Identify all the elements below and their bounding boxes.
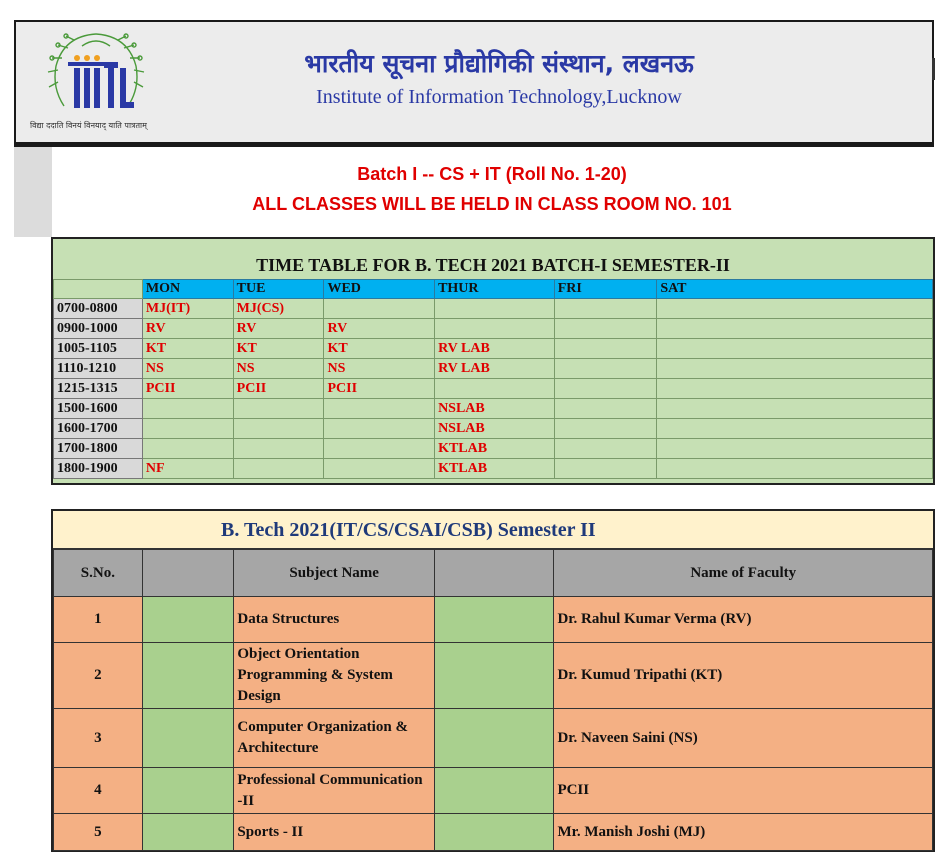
blank-cell: [142, 814, 234, 851]
timetable-cell: KT: [233, 339, 324, 359]
blank-cell: [142, 709, 234, 768]
blank-cell: [434, 643, 553, 709]
day-header-fri: FRI: [554, 280, 657, 299]
subject-name: Sports - II: [234, 814, 435, 851]
faculty-name: Dr. Rahul Kumar Verma (RV): [554, 597, 933, 643]
day-header-tue: TUE: [233, 280, 324, 299]
logo-motto: विद्या ददाति विनयं विनयाद् याति पात्रताम्: [30, 121, 147, 130]
timetable-cell: RV: [324, 319, 435, 339]
classroom-line: ALL CLASSES WILL BE HELD IN CLASS ROOM NO. 101: [252, 194, 732, 214]
timetable-cell: [657, 439, 933, 459]
timetable-cell: [554, 339, 657, 359]
timetable-row: [54, 399, 933, 419]
timetable-cell: [142, 439, 233, 459]
time-slot: 1500-1600: [54, 399, 143, 419]
timetable-cell: [233, 459, 324, 479]
timetable-cell: [554, 439, 657, 459]
timetable-cell: RV: [142, 319, 233, 339]
timetable-cell: [142, 399, 233, 419]
timetable-cell: [554, 459, 657, 479]
timetable-corner-cell: [54, 280, 143, 299]
header-sno: S.No.: [54, 550, 143, 597]
timetable-cell: [554, 419, 657, 439]
blank-cell: [434, 597, 553, 643]
timetable-row: [54, 419, 933, 439]
subject-name: Object Orientation Programming & System Design: [234, 643, 435, 709]
time-slot: 1215-1315: [54, 379, 143, 399]
header-faculty: Name of Faculty: [554, 550, 933, 597]
timetable-row: [54, 299, 933, 319]
faculty-name: PCII: [554, 768, 933, 814]
faculty-row: [54, 814, 933, 851]
faculty-row: [54, 643, 933, 709]
time-slot: 0700-0800: [54, 299, 143, 319]
timetable-cell: PCII: [233, 379, 324, 399]
time-slot: 1005-1105: [54, 339, 143, 359]
timetable-cell: [324, 439, 435, 459]
timetable-cell: [657, 299, 933, 319]
time-slot: 1800-1900: [54, 459, 143, 479]
timetable-cell: KTLAB: [435, 459, 555, 479]
timetable-cell: [657, 359, 933, 379]
timetable-row: [54, 379, 933, 399]
timetable-row: [54, 439, 933, 459]
timetable-cell: [435, 379, 555, 399]
timetable-cell: [554, 299, 657, 319]
blank-cell: [434, 709, 553, 768]
timetable-cell: MJ(IT): [142, 299, 233, 319]
timetable-cell: [657, 459, 933, 479]
timetable-cell: [657, 399, 933, 419]
subject-name: Data Structures: [234, 597, 435, 643]
serial-number: 1: [54, 597, 143, 643]
timetable-cell: [554, 399, 657, 419]
timetable-cell: KTLAB: [435, 439, 555, 459]
faculty-row: [54, 597, 933, 643]
timetable-cell: KT: [142, 339, 233, 359]
timetable-cell: RV: [233, 319, 324, 339]
timetable-cell: [233, 439, 324, 459]
timetable-cell: [324, 419, 435, 439]
faculty-name: Mr. Manish Joshi (MJ): [554, 814, 933, 851]
timetable-grid: [53, 279, 933, 479]
timetable-cell: RV LAB: [435, 359, 555, 379]
timetable-cell: MJ(CS): [233, 299, 324, 319]
timetable-row: [54, 459, 933, 479]
faculty-row: [54, 709, 933, 768]
day-header-sat: SAT: [657, 280, 933, 299]
header-subject: Subject Name: [234, 550, 435, 597]
time-slot: 1700-1800: [54, 439, 143, 459]
header-divider: [14, 143, 934, 147]
timetable-cell: PCII: [142, 379, 233, 399]
timetable-cell: KT: [324, 339, 435, 359]
day-header-thur: THUR: [435, 280, 555, 299]
timetable-cell: [554, 379, 657, 399]
faculty-name: Dr. Kumud Tripathi (KT): [554, 643, 933, 709]
day-header-wed: WED: [324, 280, 435, 299]
serial-number: 5: [54, 814, 143, 851]
timetable-cell: PCII: [324, 379, 435, 399]
blank-cell: [142, 597, 234, 643]
faculty-grid: [53, 549, 933, 851]
time-slot: 1600-1700: [54, 419, 143, 439]
timetable-cell: [233, 419, 324, 439]
timetable-cell: [435, 319, 555, 339]
blank-cell: [142, 768, 234, 814]
time-slot: 1110-1210: [54, 359, 143, 379]
timetable-cell: [324, 399, 435, 419]
timetable-cell: NS: [324, 359, 435, 379]
faculty-row: [54, 768, 933, 814]
header-blank-1: [142, 550, 234, 597]
time-slot: 0900-1000: [54, 319, 143, 339]
timetable-cell: NSLAB: [435, 399, 555, 419]
subject-name: Professional Communication -II: [234, 768, 435, 814]
institute-name-english: Institute of Information Technology,Lucknow: [316, 86, 682, 108]
faculty-name: Dr. Naveen Saini (NS): [554, 709, 933, 768]
serial-number: 2: [54, 643, 143, 709]
faculty-table-title-bar: [53, 511, 933, 549]
timetable-cell: [142, 419, 233, 439]
faculty-header-row: [54, 550, 933, 597]
timetable-cell: [233, 399, 324, 419]
header-blank-2: [434, 550, 553, 597]
serial-number: 3: [54, 709, 143, 768]
timetable-header-row: [54, 280, 933, 299]
blank-cell: [142, 643, 234, 709]
timetable-cell: [435, 299, 555, 319]
timetable-cell: [657, 379, 933, 399]
timetable-row: [54, 319, 933, 339]
institute-header: [14, 20, 934, 144]
faculty-table: [51, 509, 935, 852]
timetable-row: [54, 339, 933, 359]
timetable-cell: [657, 319, 933, 339]
timetable-row: [54, 359, 933, 379]
institute-name-hindi: भारतीय सूचना प्रौद्योगिकी संस्थान, लखनऊ: [304, 49, 694, 78]
timetable-cell: [657, 339, 933, 359]
day-header-mon: MON: [142, 280, 233, 299]
timetable-cell: RV LAB: [435, 339, 555, 359]
batch-line: Batch I -- CS + IT (Roll No. 1-20): [357, 164, 627, 184]
subject-name: Computer Organization & Architecture: [234, 709, 435, 768]
edge-mark: [932, 58, 935, 80]
blank-cell: [434, 768, 553, 814]
institute-logo-icon: [34, 26, 158, 130]
timetable: [51, 237, 935, 485]
faculty-table-title: B. Tech 2021(IT/CS/CSAI/CSB) Semester II: [221, 519, 596, 541]
timetable-cell: [324, 459, 435, 479]
timetable-cell: NS: [142, 359, 233, 379]
timetable-cell: NF: [142, 459, 233, 479]
timetable-cell: [554, 319, 657, 339]
timetable-cell: [657, 419, 933, 439]
timetable-cell: [324, 299, 435, 319]
timetable-title: TIME TABLE FOR B. TECH 2021 BATCH-I SEMESTER-II: [256, 255, 730, 275]
timetable-cell: NSLAB: [435, 419, 555, 439]
blank-cell: [434, 814, 553, 851]
timetable-cell: NS: [233, 359, 324, 379]
side-strip: [14, 147, 52, 237]
serial-number: 4: [54, 768, 143, 814]
timetable-cell: [554, 359, 657, 379]
